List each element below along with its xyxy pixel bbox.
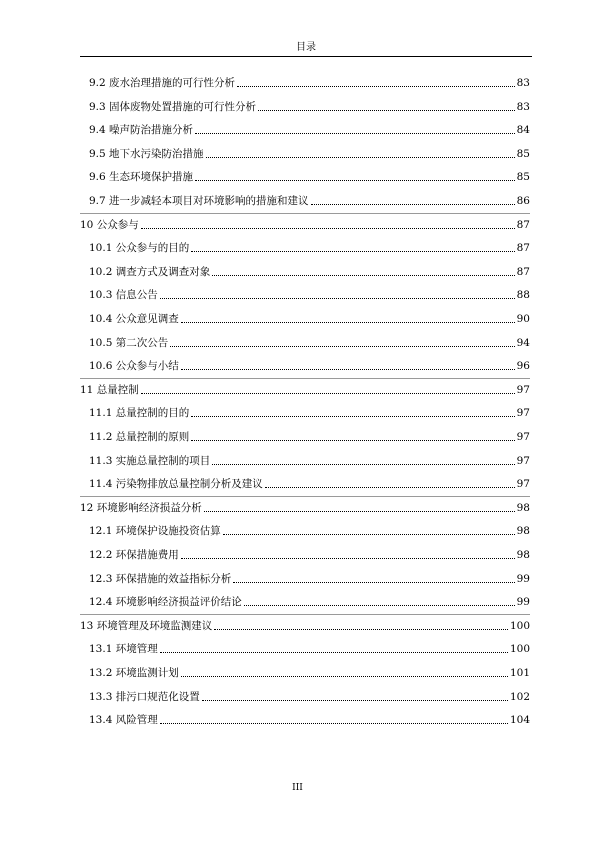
- toc-section-entry[interactable]: [80, 310, 530, 326]
- header-rule: [80, 56, 532, 57]
- toc-entry-page: 97: [516, 407, 530, 420]
- toc-entry-title: 9.4 噪声防治措施分析: [89, 124, 194, 137]
- toc-chapter-entry[interactable]: [80, 617, 530, 633]
- toc-dot-leader: [181, 369, 515, 370]
- toc-entry-title: 10.3 信息公告: [89, 289, 158, 302]
- toc-entry-page: 85: [516, 171, 530, 184]
- section-separator: [80, 614, 530, 615]
- toc-entry-page: 100: [509, 643, 530, 656]
- toc-entry-page: 87: [516, 218, 530, 231]
- toc-entry-title: 11.4 污染物排放总量控制分析及建议: [89, 478, 263, 491]
- toc-section-entry[interactable]: [80, 357, 530, 373]
- toc-dot-leader: [212, 275, 514, 276]
- toc-chapter-entry[interactable]: [80, 381, 530, 397]
- toc-dot-leader: [141, 393, 515, 394]
- toc-entry-title: 9.6 生态环境保护措施: [89, 171, 194, 184]
- toc-entry-page: 104: [509, 714, 530, 727]
- toc-section-entry[interactable]: [80, 121, 530, 137]
- toc-dot-leader: [191, 416, 514, 417]
- toc-entry-title: 10.1 公众参与的目的: [89, 242, 190, 255]
- toc-dot-leader: [233, 582, 514, 583]
- toc-dot-leader: [244, 605, 515, 606]
- toc-entry-title: 13.3 排污口规范化设置: [89, 690, 200, 703]
- toc-entry-page: 97: [516, 454, 530, 467]
- toc-section-entry[interactable]: [80, 168, 530, 184]
- toc-section-entry[interactable]: [80, 404, 530, 420]
- page-header-title: 目录: [296, 42, 316, 53]
- toc-entry-title: 13 环境管理及环境监测建议: [80, 619, 213, 632]
- toc-section-entry[interactable]: [80, 664, 530, 680]
- toc-dot-leader: [160, 652, 508, 653]
- toc-dot-leader: [212, 464, 514, 465]
- toc-entry-page: 86: [516, 195, 530, 207]
- toc-entry-page: 94: [516, 336, 530, 349]
- toc-dot-leader: [160, 723, 508, 724]
- toc-dot-leader: [204, 511, 515, 512]
- toc-entry-page: 88: [516, 289, 530, 302]
- toc-dot-leader: [191, 440, 514, 441]
- toc-section-entry[interactable]: [80, 192, 530, 208]
- toc-entry-page: 100: [509, 619, 530, 632]
- toc-section-entry[interactable]: [80, 711, 530, 727]
- toc-dot-leader: [191, 251, 514, 252]
- toc-entry-page: 97: [516, 431, 530, 443]
- toc-section-entry[interactable]: [80, 334, 530, 350]
- toc-entry-page: 83: [516, 100, 530, 113]
- toc-dot-leader: [206, 157, 515, 158]
- toc-dot-leader: [223, 534, 515, 535]
- toc-dot-leader: [214, 629, 508, 630]
- toc-entry-page: 102: [509, 690, 530, 703]
- toc-dot-leader: [160, 298, 515, 299]
- toc-section-entry[interactable]: [80, 239, 530, 255]
- toc-dot-leader: [311, 204, 515, 205]
- toc-entry-page: 97: [516, 478, 530, 491]
- toc-entry-title: 12.4 环境影响经济损益评价结论: [89, 596, 242, 609]
- toc-section-entry[interactable]: [80, 688, 530, 704]
- toc-entry-title: 10.4 公众意见调查: [89, 313, 179, 325]
- toc-section-entry[interactable]: [80, 98, 530, 114]
- toc-entry-title: 9.5 地下水污染防治措施: [89, 147, 204, 160]
- toc-entry-page: 87: [516, 242, 530, 255]
- toc-entry-page: 96: [516, 360, 530, 373]
- toc-entry-title: 11 总量控制: [80, 383, 139, 396]
- toc-entry-page: 98: [516, 549, 530, 561]
- toc-entry-page: 99: [516, 596, 530, 609]
- toc-entry-page: 99: [516, 572, 530, 585]
- toc-section-entry[interactable]: [80, 475, 530, 491]
- toc-section-entry[interactable]: [80, 74, 530, 90]
- toc-dot-leader: [181, 676, 508, 677]
- toc-section-entry[interactable]: [80, 522, 530, 538]
- toc-chapter-entry[interactable]: [80, 216, 530, 232]
- toc-entry-page: 101: [509, 667, 530, 679]
- toc-dot-leader: [258, 110, 515, 111]
- toc-section-entry[interactable]: [80, 546, 530, 562]
- toc-entry-page: 98: [516, 501, 530, 514]
- toc-entry-title: 9.3 固体废物处置措施的可行性分析: [89, 100, 257, 113]
- toc-section-entry[interactable]: [80, 286, 530, 302]
- toc-dot-leader: [202, 700, 508, 701]
- toc-section-entry[interactable]: [80, 640, 530, 656]
- toc-entry-title: 11.1 总量控制的目的: [89, 407, 190, 420]
- toc-entry-page: 98: [516, 525, 530, 538]
- toc-dot-leader: [181, 558, 515, 559]
- toc-dot-leader: [181, 322, 515, 323]
- toc-entry-title: 9.7 进一步减轻本项目对环境影响的措施和建议: [89, 195, 309, 207]
- toc-entry-title: 13.2 环境监测计划: [89, 667, 179, 679]
- toc-entry-page: 87: [516, 265, 530, 278]
- toc-entry-page: 90: [516, 313, 530, 325]
- toc-section-entry[interactable]: [80, 428, 530, 444]
- section-separator: [80, 496, 530, 497]
- page-number: III: [292, 783, 303, 793]
- toc-entry-title: 9.2 废水治理措施的可行性分析: [89, 77, 236, 89]
- toc-entry-page: 85: [516, 147, 530, 160]
- section-separator: [80, 213, 530, 214]
- toc-entry-title: 11.2 总量控制的原则: [89, 431, 190, 443]
- toc-entry-title: 12 环境影响经济损益分析: [80, 501, 202, 514]
- toc-dot-leader: [141, 228, 515, 229]
- toc-entry-title: 10 公众参与: [80, 218, 139, 231]
- toc-entry-title: 12.3 环保措施的效益指标分析: [89, 572, 232, 585]
- section-separator: [80, 378, 530, 379]
- toc-dot-leader: [170, 346, 514, 347]
- toc-chapter-entry[interactable]: [80, 499, 530, 515]
- toc-section-entry[interactable]: [80, 452, 530, 468]
- toc-entry-page: 97: [516, 383, 530, 396]
- toc-dot-leader: [265, 487, 515, 488]
- toc-section-entry[interactable]: [80, 263, 530, 279]
- toc-entry-title: 10.2 调查方式及调查对象: [89, 265, 211, 278]
- toc-entry-title: 13.4 风险管理: [89, 714, 158, 727]
- toc-entry-title: 12.1 环境保护设施投资估算: [89, 525, 221, 538]
- toc-entry-title: 12.2 环保措施费用: [89, 549, 179, 561]
- toc-section-entry[interactable]: [80, 145, 530, 161]
- toc-entry-page: 84: [516, 124, 530, 137]
- toc-dot-leader: [195, 180, 515, 181]
- toc-entry-title: 13.1 环境管理: [89, 643, 158, 656]
- toc-section-entry[interactable]: [80, 593, 530, 609]
- toc-entry-page: 83: [516, 77, 530, 89]
- toc-entry-title: 10.6 公众参与小结: [89, 360, 179, 373]
- toc-dot-leader: [237, 86, 515, 87]
- toc-dot-leader: [195, 133, 515, 134]
- toc-entry-title: 10.5 第二次公告: [89, 336, 169, 349]
- toc-entry-title: 11.3 实施总量控制的项目: [89, 454, 211, 467]
- toc-section-entry[interactable]: [80, 570, 530, 586]
